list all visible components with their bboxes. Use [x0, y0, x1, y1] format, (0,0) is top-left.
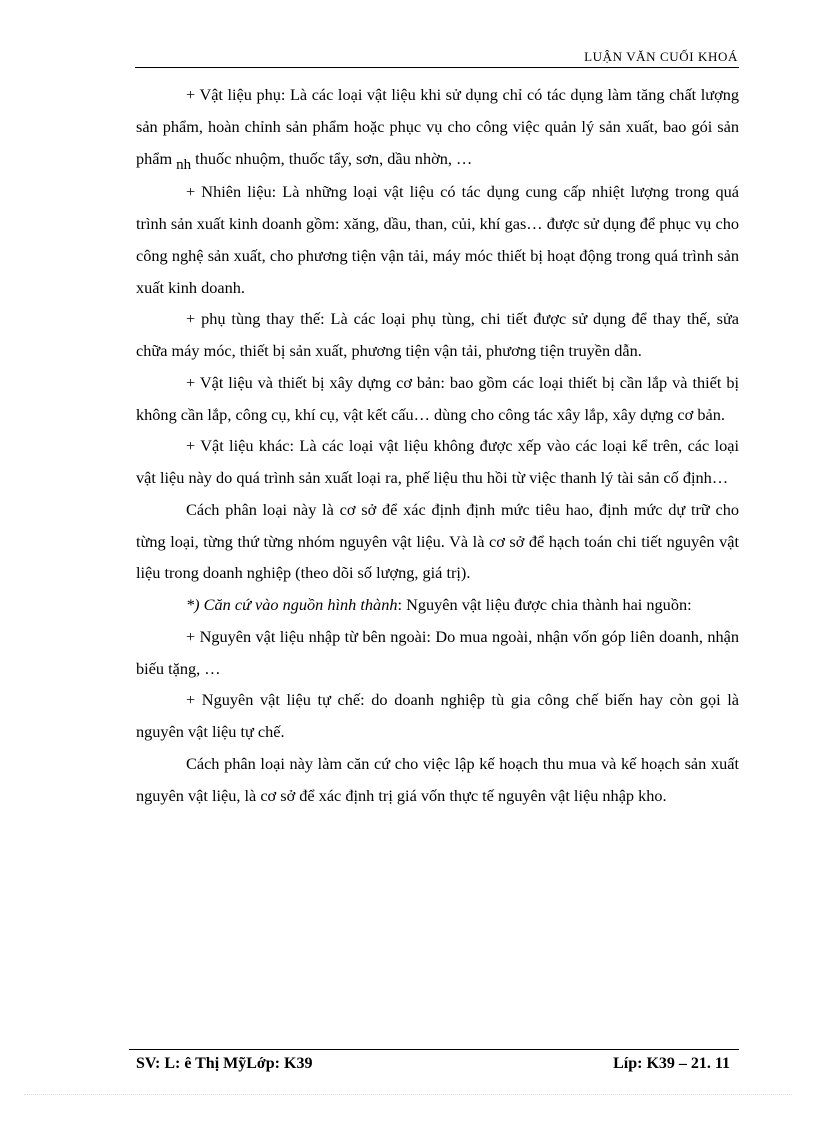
paragraph-external-source: + Nguyên vật liệu nhập từ bên ngoài: Do mua ngoài, nhận vốn góp liên doanh, nhận biếu tặng, … — [136, 626, 739, 678]
page-edge — [24, 1094, 792, 1095]
document-body — [136, 79, 739, 811]
paragraph-text-tail: thuốc nhuộm, thuốc tẩy, sơn, dầu nhờn, … — [195, 148, 473, 168]
footer-rule — [129, 1049, 739, 1050]
paragraph-construction-materials: + Vật liệu và thiết bị xây dựng cơ bản: bao gồm các loại thiết bị cần lắp và thiết bị không cần lắp, công cụ, khí cụ, vật kết cấu… dùng cho công tác xây lắp, xây dựng cơ bản. — [136, 372, 739, 424]
footer-class: Líp: K39 – 21. 11 — [613, 1055, 730, 1072]
header-rule — [135, 67, 739, 68]
paragraph-auxiliary-materials — [136, 79, 739, 176]
footer-student: SV: L: ê Thị MỹLớp: K39 — [136, 1055, 313, 1072]
paragraph-classification-basis: Cách phân loại này là cơ sở để xác định định mức tiêu hao, định mức dự trữ cho từng loại, từng thứ từng nhóm nguyên vật liệu. Và là cơ sở để hạch toán chi tiết nguyên vật liệu trong doanh nghiệp (theo dõi số lượng, giá trị). — [136, 499, 739, 583]
paragraph-source-classification — [136, 589, 739, 621]
paragraph-spare-parts: + phụ tùng thay thế: Là các loại phụ tùng, chi tiết được sử dụng để thay thế, sửa chữa máy móc, thiết bị sản xuất, phương tiện vận tải, phương tiện truyền dẫn. — [136, 309, 739, 360]
paragraph-other-materials: + Vật liệu khác: Là các loại vật liệu không được xếp vào các loại kể trên, các loại vật liệu này do quá trình sản xuất loại ra, phế liệu thu hồi từ việc thanh lý tài sản cố định… — [136, 436, 739, 487]
paragraph-text: + Vật liệu phụ: Là các loại vật liệu khi sử dụng chỉ có tác dụng làm tăng chất lượng sản phẩm, hoàn chỉnh sản phẩm hoặc phục vụ cho công việc quản lý sản xuất, bao gói sản phẩm — [136, 85, 739, 168]
paragraph-text: : Nguyên vật liệu được chia thành hai nguồn: — [397, 595, 692, 614]
italic-heading: *) Căn cứ vào nguồn hình thành — [186, 595, 398, 614]
paragraph-self-made: + Nguyên vật liệu tự chế: do doanh nghiệp tù gia công chế biến hay còn gọi là nguyên vật liệu tự chế. — [136, 690, 739, 741]
stray-text: nh — [176, 156, 192, 173]
paragraph-fuel: + Nhiên liệu: Là những loại vật liệu có tác dụng cung cấp nhiệt lượng trong quá trình sản xuất kinh doanh gồm: xăng, dầu, than, củi, khí gas… được sử dụng để phục vụ cho công nghệ sản xuất, cho phương tiện vận tải, máy móc thiết bị hoạt động trong quá trình sản xuất kinh doanh. — [136, 182, 739, 297]
paragraph-purchase-planning: Cách phân loại này làm căn cứ cho việc lập kế hoạch thu mua và kế hoạch sản xuất nguyên vật liệu, là cơ sở để xác định trị giá vốn thực tế nguyên vật liệu nhập kho. — [136, 753, 739, 805]
header-title: LUẬN VĂN CUỐI KHOÁ — [584, 49, 738, 64]
